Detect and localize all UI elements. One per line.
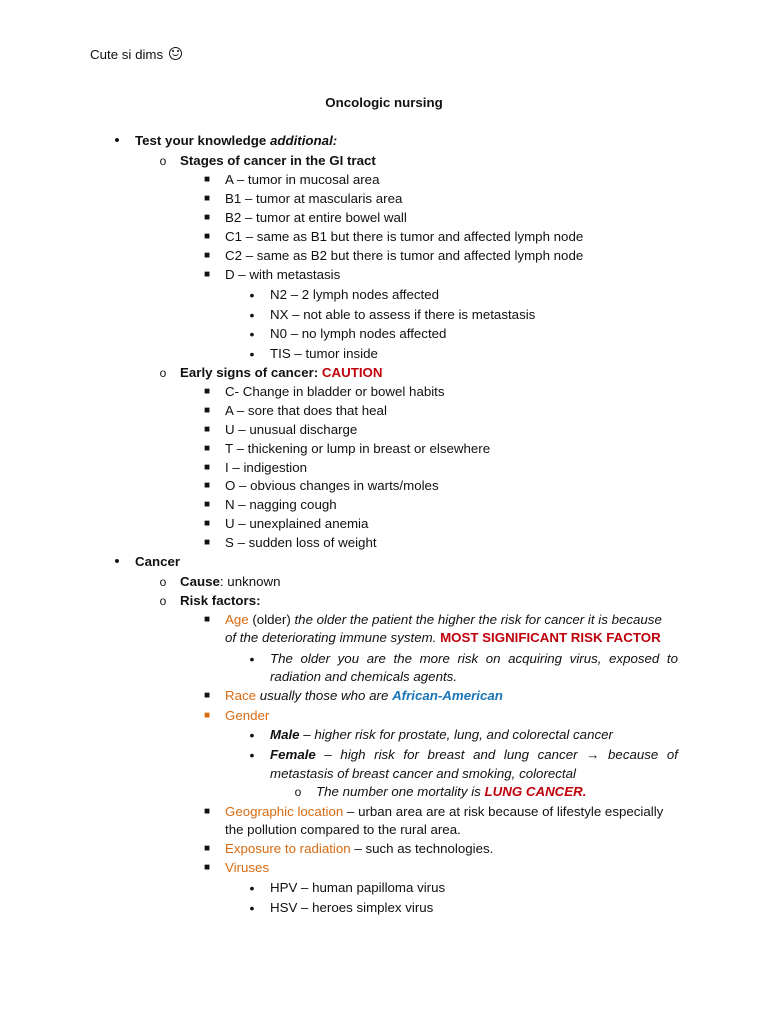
age-sub-line-1: The older you are the more risk on acquiring virus, exposed to: [270, 651, 678, 666]
square-bullet-icon: ■: [203, 843, 211, 854]
radiation-line: Exposure to radiation – such as technologies.: [225, 841, 494, 856]
signs-heading: Early signs of cancer: CAUTION: [180, 365, 383, 380]
bullet-icon: •: [249, 651, 255, 667]
square-bullet-icon: ■: [203, 614, 211, 625]
list-item: B1 – tumor at mascularis area: [225, 191, 403, 206]
bullet-icon: •: [249, 326, 255, 342]
square-bullet-icon: ■: [203, 386, 211, 397]
square-bullet-icon: ■: [203, 269, 211, 280]
age-sub-line-2: radiation and chemicals agents.: [270, 669, 458, 684]
square-bullet-icon: ■: [203, 174, 211, 185]
list-item: HSV – heroes simplex virus: [270, 900, 434, 915]
square-bullet-icon: ■: [203, 710, 211, 721]
list-item: N2 – 2 lymph nodes affected: [270, 287, 440, 302]
section-cancer-heading: Cancer: [135, 554, 181, 569]
list-item: A – tumor in mucosal area: [225, 172, 380, 187]
list-item: C2 – same as B2 but there is tumor and affected lymph node: [225, 248, 584, 263]
list-item: TIS – tumor inside: [270, 346, 378, 361]
list-item: C1 – same as B1 but there is tumor and affected lymph node: [225, 229, 584, 244]
list-item: I – indigestion: [225, 460, 308, 475]
header-note: Cute si dims: [90, 46, 182, 64]
female-line-2: metastasis of breast cancer and smoking, colorectal: [270, 766, 576, 781]
list-item: C- Change in bladder or bowel habits: [225, 384, 445, 399]
geo-line-2: the pollution compared to the rural area.: [225, 822, 461, 837]
circle-bullet-icon: o: [159, 366, 167, 380]
square-bullet-icon: ■: [203, 862, 211, 873]
circle-bullet-icon: o: [294, 785, 302, 799]
list-item: O – obvious changes in warts/moles: [225, 478, 439, 493]
circle-bullet-icon: o: [159, 575, 167, 589]
bullet-icon: •: [249, 747, 255, 763]
square-bullet-icon: ■: [203, 462, 211, 473]
bullet-icon: •: [249, 900, 255, 916]
section-test-heading: Test your knowledge additional:: [135, 133, 338, 148]
geo-line-1: Geographic location – urban area are at risk because of lifestyle especially: [225, 804, 664, 819]
list-item: U – unusual discharge: [225, 422, 358, 437]
square-bullet-icon: ■: [203, 690, 211, 701]
square-bullet-icon: ■: [203, 480, 211, 491]
cause-line: Cause: unknown: [180, 574, 281, 589]
bullet-icon: •: [249, 287, 255, 303]
race-line: Race usually those who are African-American: [225, 688, 503, 703]
square-bullet-icon: ■: [203, 537, 211, 548]
bullet-icon: •: [249, 346, 255, 362]
circle-bullet-icon: o: [159, 154, 167, 168]
bullet-icon: •: [114, 132, 120, 149]
square-bullet-icon: ■: [203, 806, 211, 817]
page-title: Oncologic nursing: [325, 95, 443, 110]
male-line: Male – higher risk for prostate, lung, and colorectal cancer: [270, 727, 613, 742]
list-item: HPV – human papilloma virus: [270, 880, 446, 895]
square-bullet-icon: ■: [203, 231, 211, 242]
list-item: S – sudden loss of weight: [225, 535, 377, 550]
mortality-line: The number one mortality is LUNG CANCER.: [316, 784, 587, 799]
bullet-icon: •: [114, 553, 120, 570]
bullet-icon: •: [249, 880, 255, 896]
circle-bullet-icon: o: [159, 594, 167, 608]
arrow-right-icon: →: [586, 747, 600, 762]
risk-factors-heading: Risk factors:: [180, 593, 261, 608]
female-line-1: Female – high risk for breast and lung cancer → because of: [270, 747, 678, 762]
list-item: NX – not able to assess if there is metastasis: [270, 307, 536, 322]
square-bullet-icon: ■: [203, 405, 211, 416]
square-bullet-icon: ■: [203, 518, 211, 529]
list-item: B2 – tumor at entire bowel wall: [225, 210, 407, 225]
square-bullet-icon: ■: [203, 193, 211, 204]
age-line-2: of the deteriorating immune system. MOST SIGNIFICANT RISK FACTOR: [225, 630, 661, 645]
list-item: T – thickening or lump in breast or elsewhere: [225, 441, 491, 456]
square-bullet-icon: ■: [203, 424, 211, 435]
bullet-icon: •: [249, 727, 255, 743]
square-bullet-icon: ■: [203, 443, 211, 454]
list-item: N – nagging cough: [225, 497, 337, 512]
list-item: N0 – no lymph nodes affected: [270, 326, 447, 341]
list-item: U – unexplained anemia: [225, 516, 369, 531]
stages-heading: Stages of cancer in the GI tract: [180, 153, 376, 168]
bullet-icon: •: [249, 307, 255, 323]
square-bullet-icon: ■: [203, 250, 211, 261]
square-bullet-icon: ■: [203, 499, 211, 510]
viruses-heading: Viruses: [225, 860, 270, 875]
list-item: D – with metastasis: [225, 267, 341, 282]
smiley-icon: [169, 47, 182, 60]
age-line-1: Age (older) the older the patient the higher the risk for cancer it is because: [225, 612, 662, 627]
square-bullet-icon: ■: [203, 212, 211, 223]
gender-heading: Gender: [225, 708, 270, 723]
list-item: A – sore that does that heal: [225, 403, 387, 418]
